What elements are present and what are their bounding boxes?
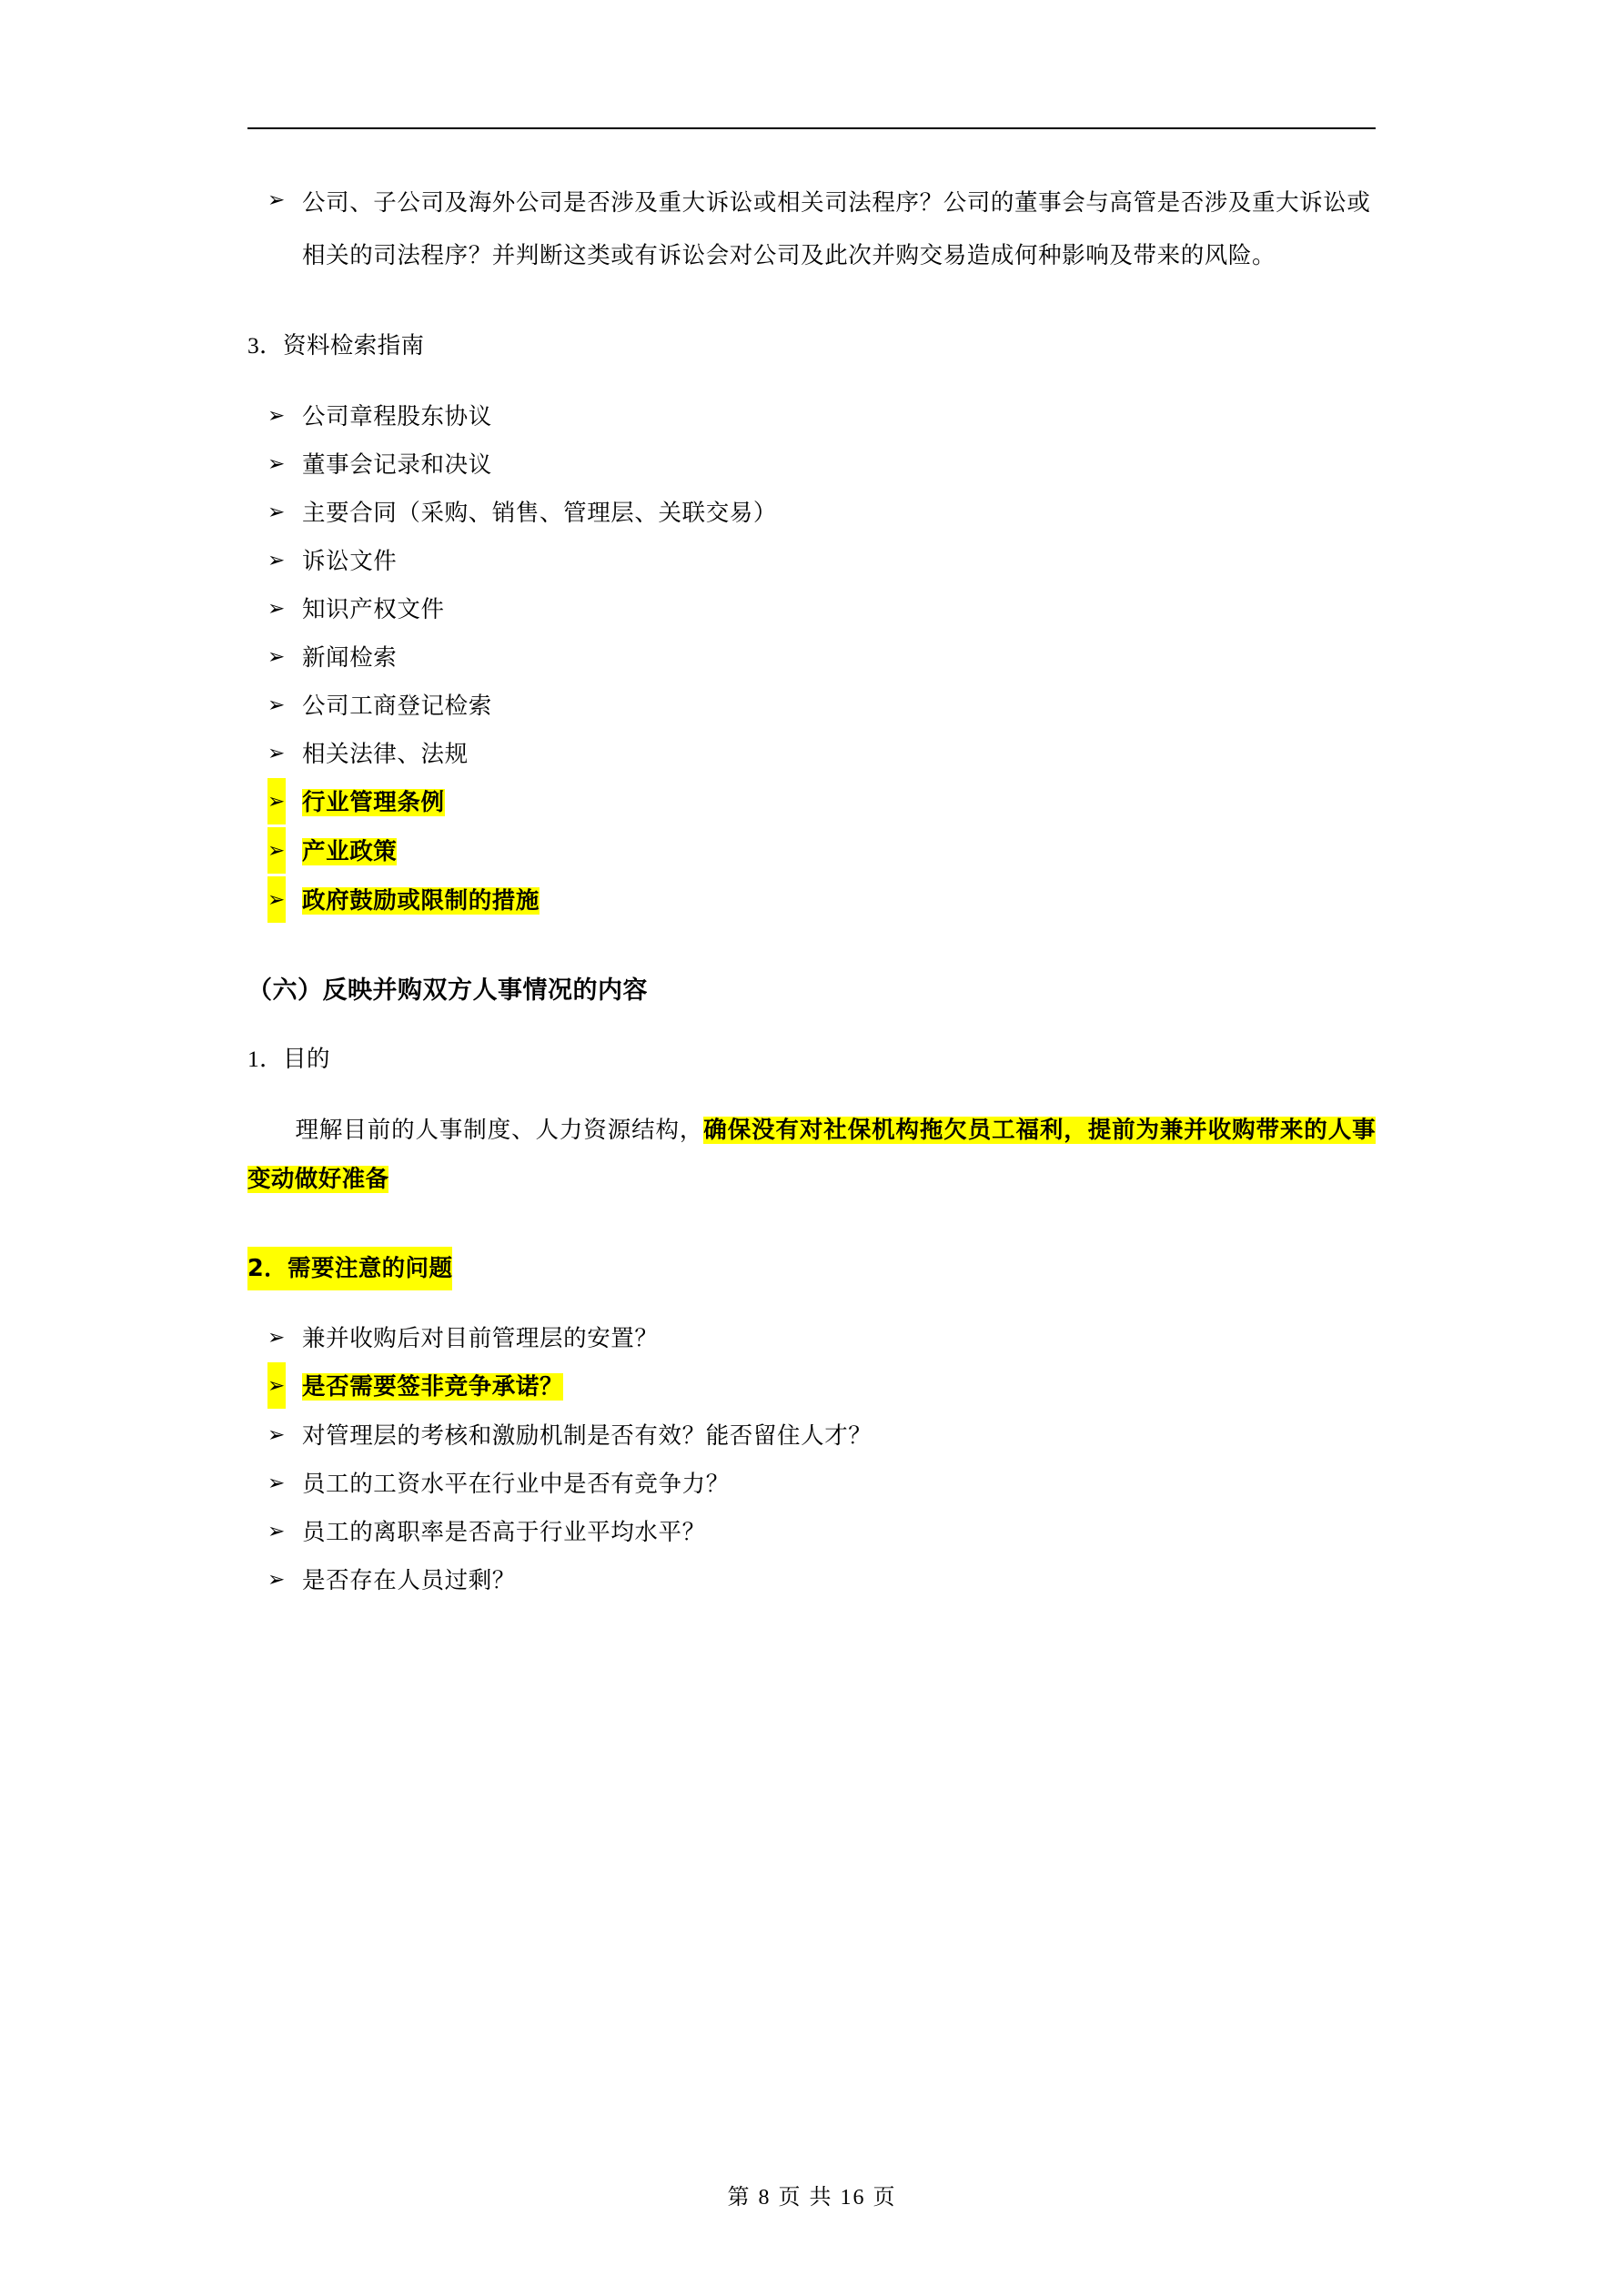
page-footer: 第 8 页 共 16 页 [727, 2186, 897, 2210]
attention-list [247, 1314, 1376, 1604]
arrow-bullet-icon: ➢ [267, 827, 286, 874]
list-item [247, 1508, 1376, 1556]
spacer [247, 369, 1376, 392]
arrow-bullet-icon: ➢ [267, 1472, 286, 1495]
list-item-label: 诉讼文件 [302, 547, 398, 574]
subsection-heading-attention-wrap [247, 1247, 1376, 1290]
arrow-bullet-icon: ➢ [267, 188, 286, 211]
list-item-label: 董事会记录和决议 [302, 450, 492, 478]
list-item [247, 1362, 1376, 1411]
list-item [247, 537, 1376, 585]
list-item-label: 主要合同（采购、销售、管理层、关联交易） [302, 499, 778, 526]
list-item-label: 新闻检索 [302, 643, 398, 671]
search-guide-list [247, 392, 1376, 925]
arrow-bullet-icon: ➢ [267, 500, 286, 523]
arrow-bullet-icon: ➢ [267, 596, 286, 620]
spacer [247, 1205, 1376, 1247]
spacer [247, 1082, 1376, 1106]
subsection-heading-attention: 2．需要注意的问题 [247, 1247, 452, 1290]
list-item [247, 633, 1376, 682]
purpose-paragraph [247, 1106, 1376, 1205]
arrow-bullet-icon: ➢ [267, 548, 286, 571]
section-heading-3: 3．资料检索指南 [247, 332, 425, 359]
arrow-bullet-icon: ➢ [267, 778, 286, 824]
list-item [247, 1314, 1376, 1362]
arrow-bullet-icon: ➢ [267, 693, 286, 716]
list-item [247, 489, 1376, 537]
list-item [247, 778, 1376, 827]
list-item-label: 员工的工资水平在行业中是否有竞争力？ [302, 1471, 730, 1498]
list-item [247, 177, 1376, 282]
arrow-bullet-icon: ➢ [267, 644, 286, 668]
header-divider [247, 127, 1376, 129]
list-item-label: 公司章程股东协议 [302, 402, 492, 430]
spacer [247, 925, 1376, 967]
list-item [247, 392, 1376, 440]
arrow-bullet-icon: ➢ [267, 451, 286, 475]
list-item [247, 876, 1376, 925]
spacer [247, 1290, 1376, 1314]
list-item-label: 知识产权文件 [302, 595, 445, 622]
subsection-heading-purpose: 1．目的 [247, 1046, 330, 1073]
list-item [247, 682, 1376, 730]
list-item-label: 政府鼓励或限制的措施 [302, 887, 540, 915]
section-heading-six: （六）反映并购双方人事情况的内容 [247, 976, 648, 1006]
arrow-bullet-icon: ➢ [267, 1423, 286, 1447]
arrow-bullet-icon: ➢ [267, 1568, 286, 1592]
list-item [247, 1556, 1376, 1604]
list-item-label: 员工的离职率是否高于行业平均水平？ [302, 1519, 706, 1546]
list-item-label: 兼并收购后对目前管理层的安置？ [302, 1325, 659, 1352]
list-item-label: 公司、子公司及海外公司是否涉及重大诉讼或相关司法程序？公司的董事会与高管是否涉及重大诉讼或相关的司法程序？并判断这类或有诉讼会对公司及此次并购交易造成何种影响及带来的风险。 [302, 189, 1371, 269]
purpose-text-plain: 理解目前的人事制度、人力资源结构， [295, 1116, 704, 1143]
list-item-label: 是否存在人员过剩？ [302, 1567, 516, 1594]
arrow-bullet-icon: ➢ [267, 403, 286, 427]
spacer [247, 1014, 1376, 1037]
list-item-label: 行业管理条例 [302, 788, 445, 816]
list-item [247, 827, 1376, 876]
purpose-text-highlight: 确保没有对社保机构拖欠员工福利，提前为兼并收购带来的人事变动做好准备 [247, 1116, 1376, 1194]
arrow-bullet-icon: ➢ [267, 1326, 286, 1350]
list-item [247, 1411, 1376, 1460]
arrow-bullet-icon: ➢ [267, 876, 286, 923]
list-item-label: 公司工商登记检索 [302, 692, 492, 719]
list-item-label: 是否需要签非竞争承诺？ [302, 1373, 564, 1401]
arrow-bullet-icon: ➢ [267, 1520, 286, 1543]
list-item-label: 产业政策 [302, 837, 398, 865]
list-item [247, 1460, 1376, 1508]
list-item-label: 相关法律、法规 [302, 740, 469, 767]
list-item [247, 730, 1376, 778]
list-item-label: 对管理层的考核和激励机制是否有效？能否留住人才？ [302, 1422, 873, 1450]
page-content [247, 127, 1376, 1604]
arrow-bullet-icon: ➢ [267, 1362, 286, 1409]
list-item [247, 585, 1376, 633]
list-item [247, 440, 1376, 489]
arrow-bullet-icon: ➢ [267, 741, 286, 764]
spacer [247, 282, 1376, 324]
